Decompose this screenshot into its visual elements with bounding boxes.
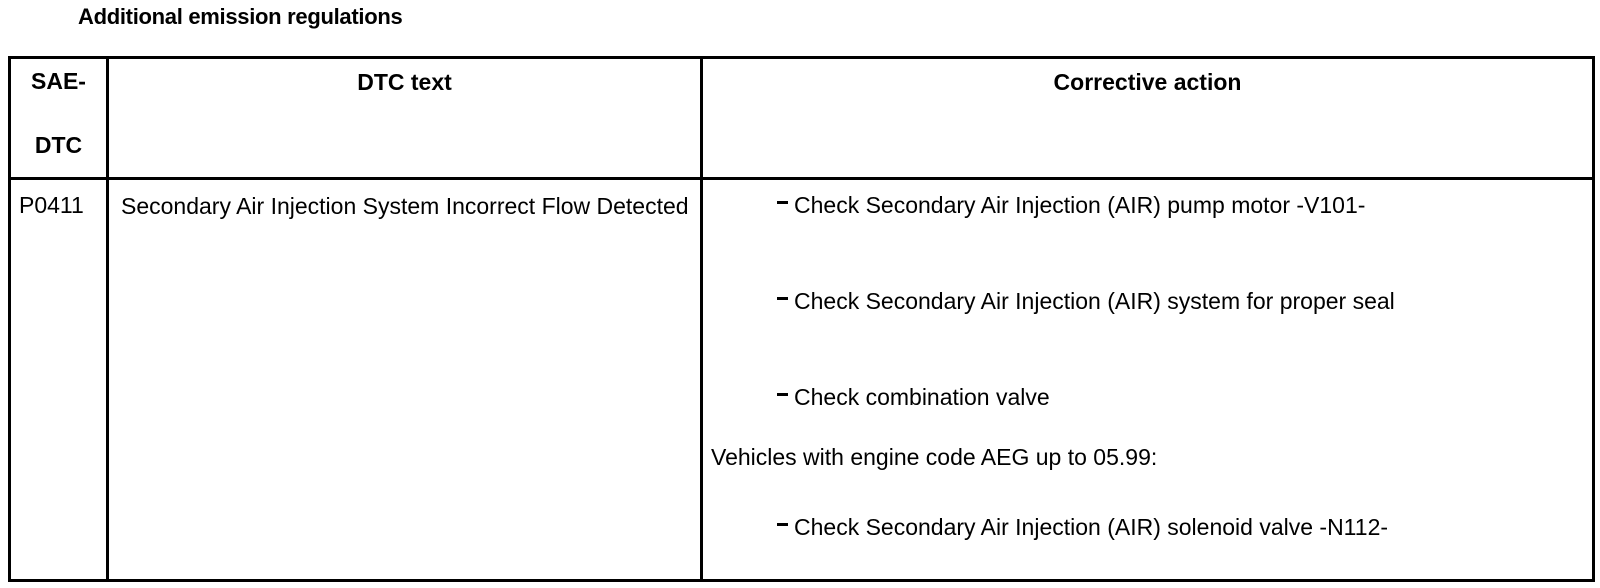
action-step-text: Check Secondary Air Injection (AIR) solenoid valve -N112- xyxy=(794,514,1389,540)
dash-bullet-icon xyxy=(777,523,788,526)
dtc-code-cell: P0411 xyxy=(10,179,108,581)
header-sae-dtc-line1: SAE- xyxy=(31,68,86,94)
dash-bullet-icon xyxy=(777,393,788,396)
action-step-text: Check combination valve xyxy=(794,384,1050,410)
action-step xyxy=(777,514,1388,541)
header-dtc-text: DTC text xyxy=(108,58,702,179)
header-sae-dtc-line2: DTC xyxy=(34,132,83,158)
action-step xyxy=(777,384,1050,411)
table-header-row xyxy=(10,58,1594,179)
header-sae-dtc xyxy=(10,58,108,179)
action-step xyxy=(777,192,1365,219)
action-step-text: Check Secondary Air Injection (AIR) system for proper seal xyxy=(794,288,1395,314)
header-corrective-action: Corrective action xyxy=(702,58,1594,179)
table-row xyxy=(10,179,1594,581)
section-heading: Additional emission regulations xyxy=(78,4,403,29)
action-step xyxy=(777,288,1395,315)
action-condition: Vehicles with engine code AEG up to 05.99: xyxy=(711,444,1158,470)
dtc-table xyxy=(8,56,1595,582)
dash-bullet-icon xyxy=(777,297,788,300)
dash-bullet-icon xyxy=(777,201,788,204)
corrective-action-cell xyxy=(702,179,1594,581)
dtc-text-cell: Secondary Air Injection System Incorrect Flow Detected xyxy=(108,179,702,581)
action-step-text: Check Secondary Air Injection (AIR) pump motor -V101- xyxy=(794,192,1366,218)
